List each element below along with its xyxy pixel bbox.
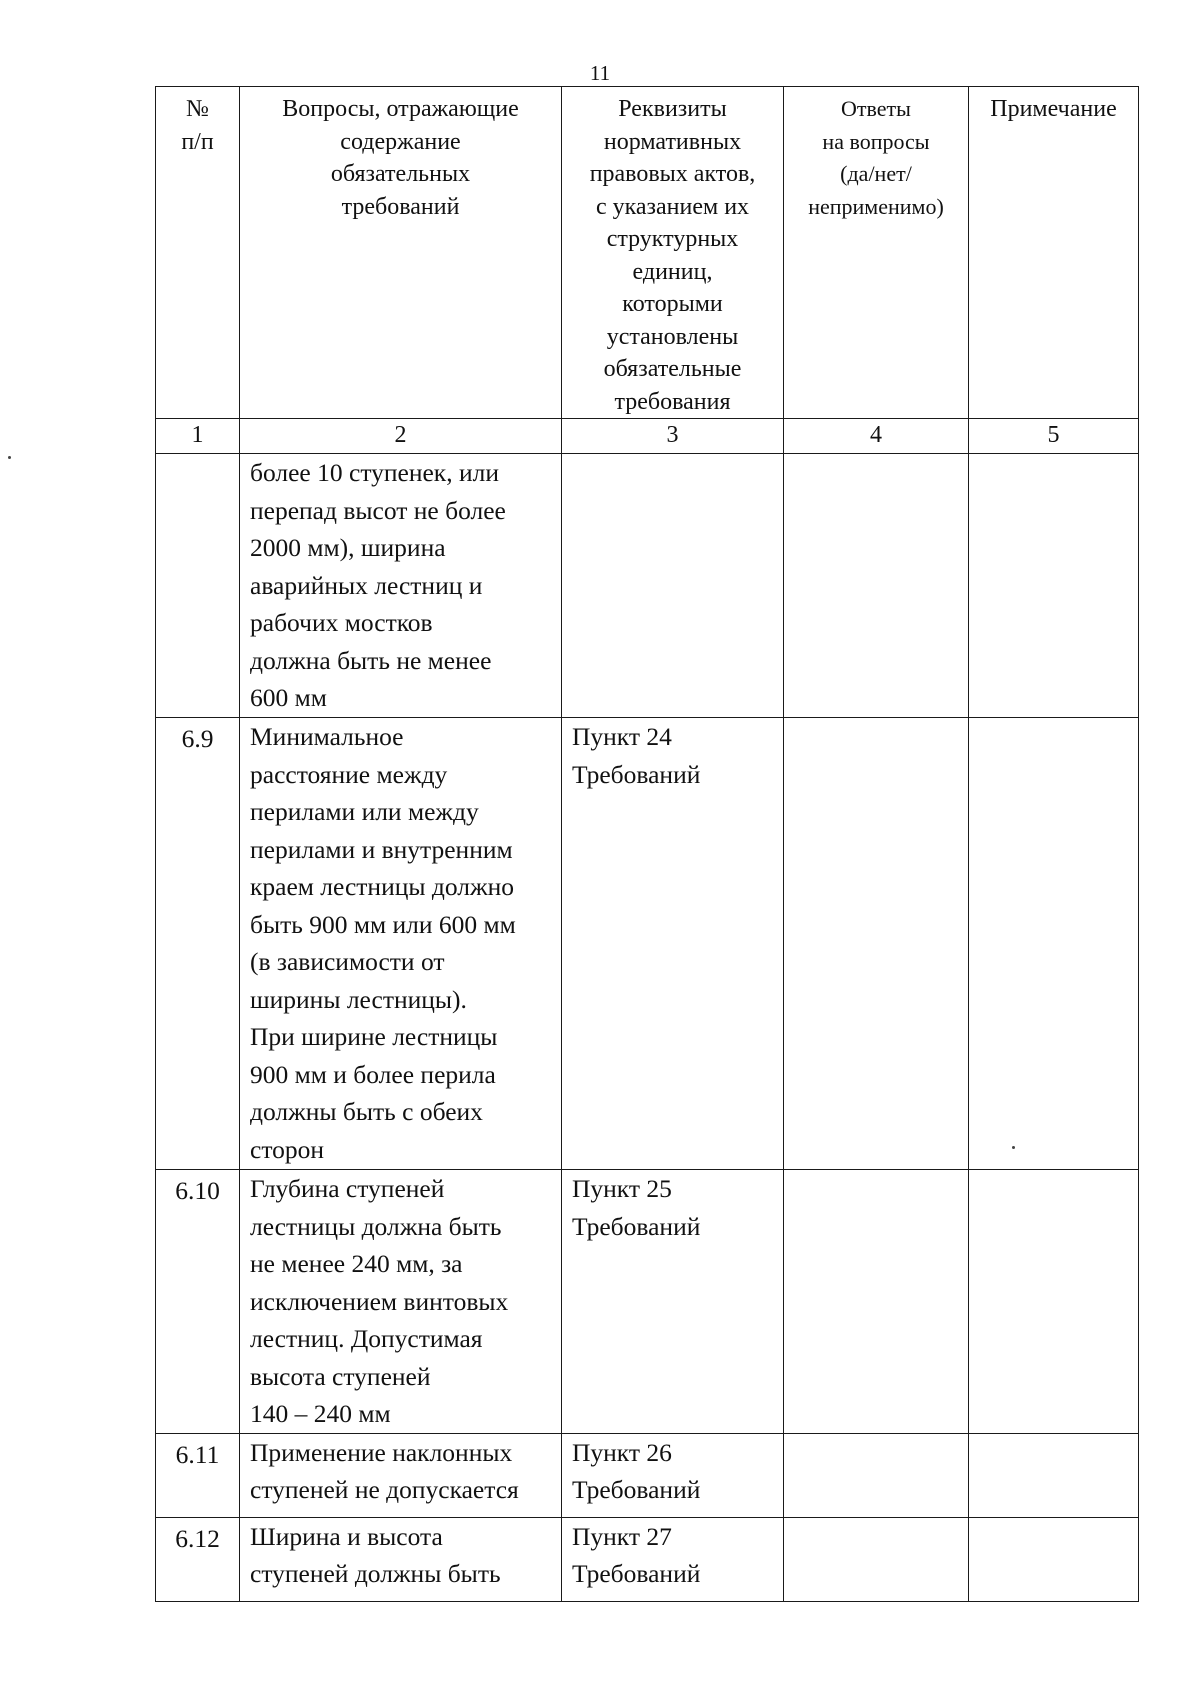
row-number: 6.12 (156, 1517, 240, 1601)
row-note (969, 718, 1139, 1170)
column-number: 5 (969, 419, 1139, 454)
row-question: Минимальное расстояние между перилами или между перилами и внутренним краем лестницы должно быть 900 мм или 600 мм (в зависимости от ширины лестницы). При ширине лестницы 900 мм и более перила должны быть с обеих сторон (240, 718, 562, 1170)
row-requisite: Пункт 25 Требований (562, 1170, 784, 1434)
table-row (156, 454, 1139, 718)
row-question: Ширина и высота ступеней должны быть (240, 1517, 562, 1601)
row-requisite: Пункт 27 Требований (562, 1517, 784, 1601)
row-question: более 10 ступенек, или перепад высот не более 2000 мм), ширина аварийных лестниц и рабочих мостков должна быть не менее 600 мм (240, 454, 562, 718)
table-row (156, 718, 1139, 1170)
row-note (969, 1170, 1139, 1434)
row-answer (784, 1433, 969, 1517)
table-row (156, 1517, 1139, 1601)
table-row (156, 1170, 1139, 1434)
row-number: 6.11 (156, 1433, 240, 1517)
column-number-row (156, 419, 1139, 454)
scan-speck (1012, 1146, 1015, 1149)
row-number (156, 454, 240, 718)
header-questions: Вопросы, отражающие содержание обязательных требований (240, 87, 562, 419)
row-answer (784, 1517, 969, 1601)
requirements-table (155, 86, 1139, 1602)
row-answer (784, 718, 969, 1170)
row-requisite (562, 454, 784, 718)
column-number: 3 (562, 419, 784, 454)
row-requisite: Пункт 24 Требований (562, 718, 784, 1170)
header-answers: Ответы на вопросы (да/нет/ неприменимо) (784, 87, 969, 419)
header-note: Примечание (969, 87, 1139, 419)
column-number: 2 (240, 419, 562, 454)
row-answer (784, 1170, 969, 1434)
column-number: 4 (784, 419, 969, 454)
row-number: 6.10 (156, 1170, 240, 1434)
page-number: 11 (589, 61, 611, 85)
row-note (969, 1517, 1139, 1601)
row-answer (784, 454, 969, 718)
header-requisites: Реквизиты нормативных правовых актов, с указанием их структурных единиц, которыми установлены обязательные требования (562, 87, 784, 419)
row-question: Глубина ступеней лестницы должна быть не менее 240 мм, за исключением винтовых лестниц. Допустимая высота ступеней 140 – 240 мм (240, 1170, 562, 1434)
header-num: № п/п (156, 87, 240, 419)
table-header-row (156, 87, 1139, 419)
scan-speck (8, 456, 11, 459)
row-number: 6.9 (156, 718, 240, 1170)
table-row (156, 1433, 1139, 1517)
row-requisite: Пункт 26 Требований (562, 1433, 784, 1517)
row-note (969, 1433, 1139, 1517)
row-note (969, 454, 1139, 718)
column-number: 1 (156, 419, 240, 454)
row-question: Применение наклонных ступеней не допускается (240, 1433, 562, 1517)
